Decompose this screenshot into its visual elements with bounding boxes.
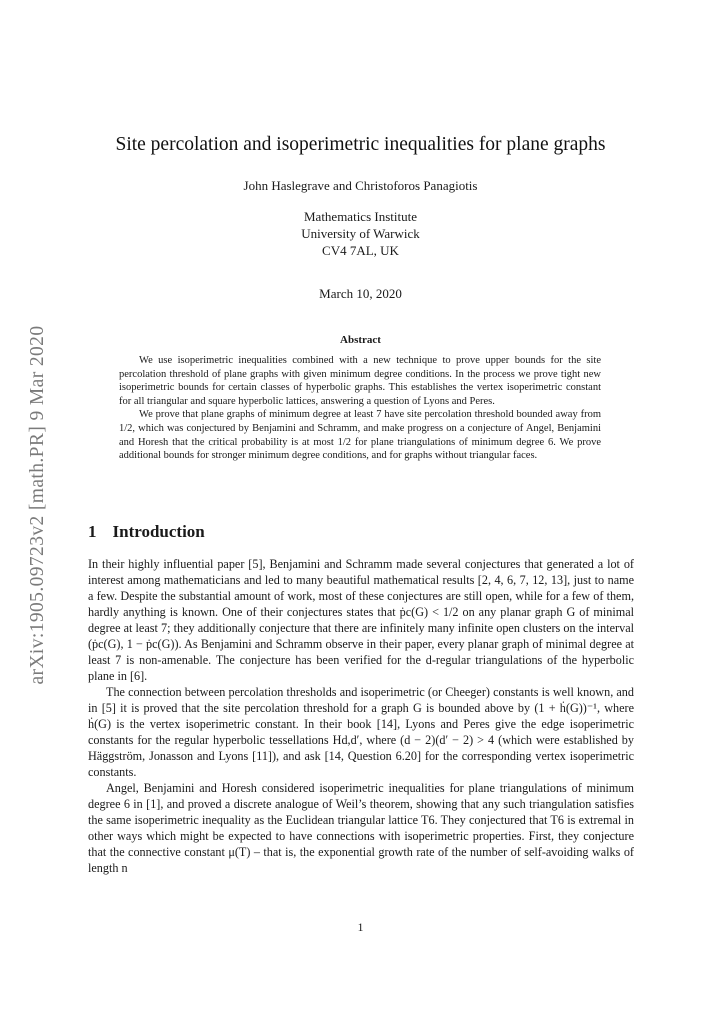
body-paragraph: The connection between percolation thresholds and isoperimetric (or Cheeger) constants is well known, and in [5] it is proved that the site percolation threshold for a graph G is bounded above by (1 + ḣ(G))⁻¹, where ḣ(G) is the vertex isoperimetric constant. In their book [14], Lyons and Peres give the edge isoperimetric constants for the regular hyperbolic tessellations Hd,d′, where (d − 2)(d′ − 2) > 4 (which were established by Häggström, Jonasson and Lyons [11]), and ask [14, Question 6.20] for the corresponding vertex isoperimetric constants. <box>88 685 634 779</box>
section-title: Introduction <box>112 522 205 541</box>
abstract <box>119 354 601 463</box>
affiliation-line: University of Warwick <box>301 226 420 241</box>
authors: John Haslegrave and Christoforos Panagiotis <box>243 178 478 193</box>
affiliation-line: Mathematics Institute <box>303 209 417 224</box>
body-paragraph: In their highly influential paper [5], Benjamini and Schramm made several conjectures that generated a lot of interest among mathematicians and led to many beautiful mathematical results [2, 4, 6, 7, 12, 13], just to name a few. Despite the substantial amount of work, most of these conjectures are still open, while for a few of them, hardly anything is known. One of their conjectures states that ṗc(G) < 1/2 on any planar graph G of minimal degree at least 7; they additionally conjecture that there are infinitely many infinite open clusters on the interval (ṗc(G), 1 − ṗc(G)). As Benjamini and Schramm observe in their paper, every planar graph of minimal degree at least 7 is non-amenable. The conjecture has been verified for the d-regular triangulations of the hyperbolic plane in [6]. <box>88 557 634 683</box>
abstract-heading: Abstract <box>340 334 381 346</box>
abstract-paragraph: We use isoperimetric inequalities combined with a new technique to prove upper bounds for the site percolation threshold of plane graphs with given minimum degree conditions. In the process we prove tight new isoperimetric bounds for certain classes of hyperbolic graphs. This establishes the vertex isoperimetric constant for all triangular and square hyperbolic lattices, answering a question of Lyons and Peres. <box>119 355 601 407</box>
section-heading <box>88 522 205 542</box>
paper-title: Site percolation and isoperimetric inequalities for plane graphs <box>115 134 606 155</box>
body-paragraph: Angel, Benjamini and Horesh considered isoperimetric inequalities for plane triangulations of minimum degree 6 in [1], and proved a discrete analogue of Weil’s theorem, showing that any such triangulation satisfies the same isoperimetric inequality as the Euclidean triangular lattice T6. They conjectured that T6 is extremal in other ways which might be expected to have connections with isoperimetric properties. First, they conjecture that the connective constant μ(T) – that is, the exponential growth rate of the number of self-avoiding walks of length n <box>88 781 634 875</box>
abstract-paragraph: We prove that plane graphs of minimum degree at least 7 have site percolation threshold bounded away from 1/2, which was conjectured by Benjamini and Schramm, and make progress on a conjecture of Angel, Benjamini and Horesh that the critical probability is at most 1/2 for plane triangulations of minimum degree 6. We prove additional bounds for stronger minimum degree conditions, and for graphs without triangular faces. <box>119 409 601 462</box>
paper-date: March 10, 2020 <box>319 286 402 301</box>
affiliation <box>0 208 721 259</box>
section-number: 1 <box>88 522 97 541</box>
arxiv-stamp: arXiv:1905.09723v2 [math.PR] 9 Mar 2020 <box>27 325 48 685</box>
affiliation-line: CV4 7AL, UK <box>322 243 399 258</box>
body-text <box>88 556 634 876</box>
page-number: 1 <box>357 920 364 934</box>
